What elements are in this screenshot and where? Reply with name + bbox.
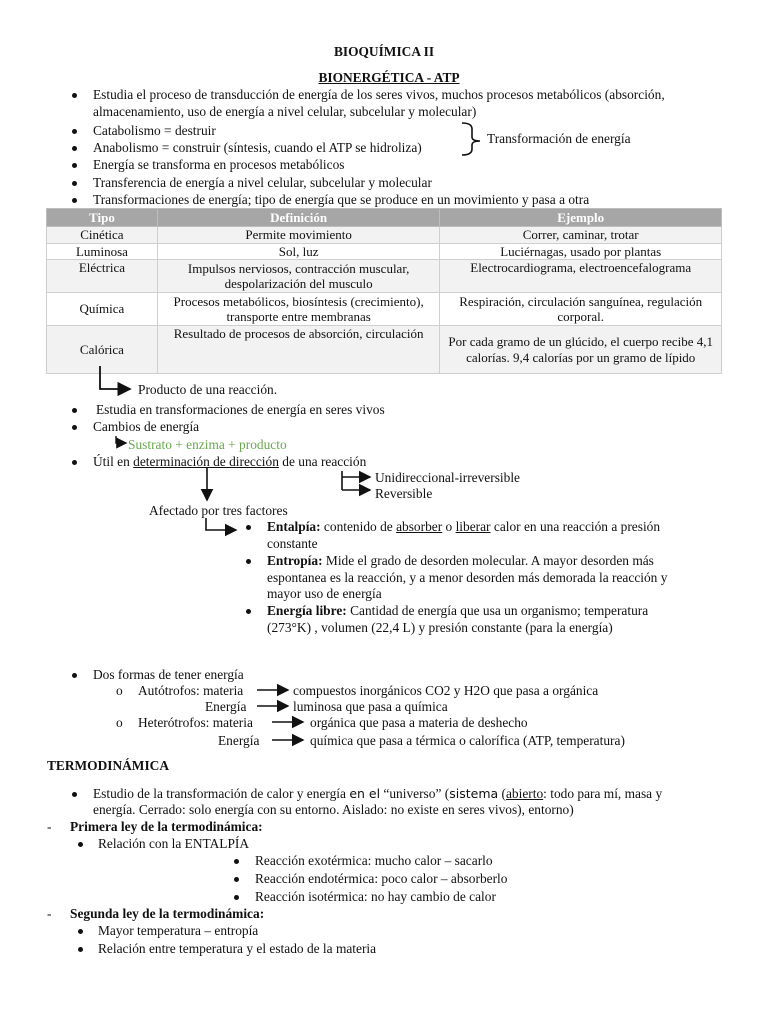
intro-bullet-anabolism: Anabolismo = construir (síntesis, cuando el ATP se hidroliza)	[93, 140, 422, 155]
bullet-dot	[246, 559, 251, 564]
energy-forms-title: Dos formas de tener energía	[93, 667, 244, 682]
substrate-arrow-icon	[116, 436, 126, 443]
table-cell: Procesos metabólicos, biosíntesis (crecimiento), transporte entre membranas	[157, 293, 440, 326]
second-law-heading: Segunda ley de la termodinámica:	[70, 906, 265, 921]
dash-marker: -	[47, 819, 52, 834]
table-header-cell: Ejemplo	[440, 209, 722, 227]
dash-marker: -	[47, 906, 52, 921]
bold-term: Entropía:	[267, 553, 323, 568]
table-cell: Cinética	[47, 227, 158, 244]
heterotroph-energy-label: Energía	[218, 733, 260, 748]
autotroph-energy-text: luminosa que pasa a química	[293, 699, 448, 714]
text-span: o	[442, 519, 456, 534]
bullet-dot	[72, 408, 77, 413]
table-cell: Calórica	[47, 326, 158, 374]
bullet-dot	[72, 792, 77, 797]
text-span: Estudio de la transformación de calor y energía	[93, 786, 350, 801]
bullet-dot	[246, 525, 251, 530]
intro-bullet-catabolism: Catabolismo = destruir	[93, 123, 216, 138]
intro-bullet-4: Energía se transforma en procesos metabólicos	[93, 157, 345, 172]
text-span: en el	[349, 786, 381, 801]
intro-bullet-1-line-1: Estudia el proceso de transducción de energía de los seres vivos, muchos procesos metabólicos (absorción,	[93, 87, 665, 102]
heterotroph-matter-label: Heterótrofos: materia	[138, 715, 253, 730]
bullet-dot	[246, 609, 251, 614]
second-law-bullet-2: Relación entre temperatura y el estado de la materia	[98, 941, 377, 956]
heterotroph-matter-text: orgánica que pasa a materia de deshecho	[310, 715, 528, 730]
second-law-bullet-1: Mayor temperatura – entropía	[98, 923, 259, 938]
underlined-text: absorber	[396, 519, 443, 534]
intro-bullet-1-line-2: almacenamiento, uso de energía a nivel celular, subcelular y molecular)	[93, 104, 477, 119]
table-header-cell: Definición	[157, 209, 440, 227]
factor-enthalpy-line-2: constante	[267, 536, 318, 551]
bold-term: Energía libre:	[267, 603, 347, 618]
table-cell: Por cada gramo de un glúcido, el cuerpo recibe 4,1 calorías. 9,4 calorías por un gramo de lípido	[440, 326, 722, 374]
autotroph-energy-label: Energía	[205, 699, 247, 714]
text-span: calor en una reacción a presión	[490, 519, 661, 534]
factor-entropy	[267, 553, 654, 569]
first-law-exothermic: Reacción exotérmica: mucho calor – sacarlo	[255, 853, 493, 868]
text-span: Útil en	[93, 454, 134, 469]
bullet-dot	[72, 673, 77, 678]
table-cell: Luciérnagas, usado por plantas	[440, 243, 722, 260]
thermo-bullet-line-1	[93, 786, 662, 802]
factor-entropy-line-3: mayor uso de energía	[267, 586, 382, 601]
bullet-dot	[78, 947, 83, 952]
underlined-text: liberar	[455, 519, 491, 534]
reaction-bullet-3	[93, 454, 366, 470]
text-span: (	[498, 786, 506, 801]
direction-reversible: Reversible	[375, 486, 433, 501]
page-subtitle: BIONERGÉTICA - ATP	[318, 70, 460, 85]
bullet-dot	[78, 842, 83, 847]
product-arrow-icon	[100, 366, 130, 389]
table-cell: Resultado de procesos de absorción, circulación	[157, 326, 440, 374]
affected-label: Afectado por tres factores	[149, 503, 288, 518]
reaction-bullet-2: Cambios de energía	[93, 419, 200, 434]
table-cell: Luminosa	[47, 243, 158, 260]
intro-bullet-5: Transferencia de energía a nivel celular, subcelular y molecular	[93, 175, 432, 190]
right-brace-icon	[462, 123, 480, 155]
text-span: de una reacción	[278, 454, 367, 469]
autotroph-matter-label: Autótrofos: materia	[138, 683, 244, 698]
text-span: sistema	[449, 786, 499, 801]
thermo-bullet-line-2: energía. Cerrado: solo energía con su entorno. Aislado: no existe en seres vivos), entorno)	[93, 802, 574, 817]
factor-enthalpy	[267, 519, 660, 535]
text-span: Cantidad de energía que usa un organismo; temperatura	[346, 603, 649, 618]
heterotroph-energy-text: química que pasa a térmica o calorífica (ATP, temperatura)	[310, 733, 625, 748]
bullet-dot	[234, 895, 239, 900]
text-span: contenido de	[320, 519, 397, 534]
page-title: BIOQUÍMICA II	[333, 44, 435, 59]
text-span: “universo” (	[380, 786, 450, 801]
table-cell: Química	[47, 293, 158, 326]
circle-marker: o	[116, 683, 123, 698]
factor-free-energy	[267, 603, 648, 619]
table-cell: Sol, luz	[157, 243, 440, 260]
table-cell: Eléctrica	[47, 260, 158, 293]
circle-marker: o	[116, 715, 123, 730]
bullet-dot	[234, 859, 239, 864]
first-law-endothermic: Reacción endotérmica: poco calor – absorberlo	[255, 871, 508, 886]
underlined-text: determinación de dirección	[133, 454, 279, 469]
bullet-dot	[234, 877, 239, 882]
text-span: Mide el grado de desorden molecular. A mayor desorden más	[322, 553, 654, 568]
bold-term: Entalpía:	[267, 519, 321, 534]
table-cell: Correr, caminar, trotar	[440, 227, 722, 244]
factor-free-energy-line-2: (273°K) , volumen (22,4 L) y presión constante (para la energía)	[267, 620, 613, 635]
reaction-bullet-1: Estudia en transformaciones de energía en seres vivos	[96, 402, 385, 417]
direction-unidirectional: Unidireccional-irreversible	[375, 470, 520, 485]
autotroph-matter-text: compuestos inorgánicos CO2 y H2O que pasa a orgánica	[293, 683, 599, 698]
underlined-text: abierto	[505, 786, 544, 801]
first-law-isothermic: Reacción isotérmica: no hay cambio de calor	[255, 889, 496, 904]
substrate-enzyme-text: Sustrato + enzima + producto	[128, 437, 287, 452]
brace-label: Transformación de energía	[487, 131, 631, 146]
factors-arrow-icon	[206, 518, 236, 530]
table-cell: Electrocardiograma, electroencefalograma	[440, 260, 722, 293]
text-span: : todo para mí, masa y	[543, 786, 663, 801]
table-cell: Permite movimiento	[157, 227, 440, 244]
bullet-dot	[72, 460, 77, 465]
bullet-dot	[72, 425, 77, 430]
product-label: Producto de una reacción.	[138, 382, 278, 397]
table-cell: Impulsos nerviosos, contracción muscular, despolarización del musculo	[157, 260, 440, 293]
bullet-dot	[78, 929, 83, 934]
factor-entropy-line-2: espontanea es la reacción, y a menor desorden más demorada la reacción y	[267, 570, 668, 585]
table-cell: Respiración, circulación sanguínea, regulación corporal.	[440, 293, 722, 326]
first-law-bullet: Relación con la ENTALPÍA	[98, 836, 250, 851]
first-law-heading: Primera ley de la termodinámica:	[70, 819, 263, 834]
intro-bullet-6: Transformaciones de energía; tipo de energía que se produce en un movimiento y pasa a otra	[93, 192, 590, 207]
section-title-thermodynamics: TERMODINÁMICA	[47, 758, 169, 773]
table-header-cell: Tipo	[47, 209, 158, 227]
